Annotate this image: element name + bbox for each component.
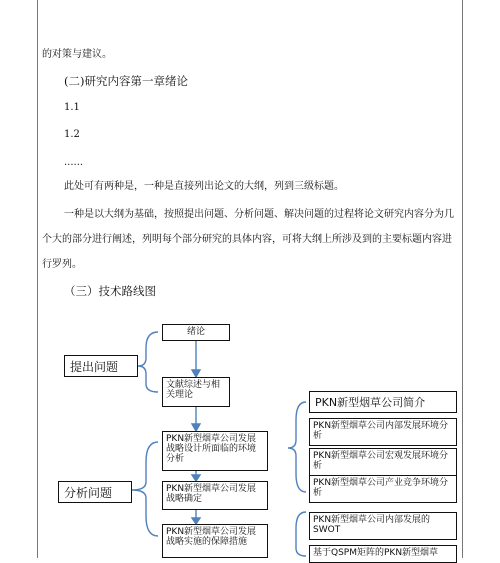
- paragraph: 此处可有两种是，一种是直接列出论文的大纲，列到三级标题。: [64, 181, 344, 192]
- environment-analysis-box: PKN新型烟草公司发展战略设计所面临的环境分析: [162, 431, 268, 471]
- raise-problem-label: 提出问题: [64, 355, 138, 377]
- section-heading: （三）技术路线图: [64, 284, 156, 298]
- intro-box: 绪论: [162, 324, 230, 341]
- outline-item: 1.2: [64, 129, 80, 140]
- section-heading: (二)研究内容第一章绪论: [64, 74, 188, 88]
- strategy-box: PKN新型烟草公司发展战略确定: [162, 481, 268, 510]
- macro-env-box: PKN新型烟草公司宏观发展环境分析: [309, 448, 457, 476]
- industry-env-box: PKN新型烟草公司产业竞争环境分析: [309, 475, 457, 503]
- swot-box: PKN新型烟草公司内部发展的SWOT: [309, 512, 457, 540]
- analyze-problem-label: 分析问题: [58, 481, 132, 503]
- paragraph: 一种是以大纲为基础，按照提出问题、分析问题、解决问题的过程将论文研究内容分为几个大的部分进行阐述，列明每个部分研究的具体内容，可将大纲上所涉及到的主要标题内容进行罗列。: [42, 209, 454, 270]
- company-intro-box: PKN新型烟草公司简介: [309, 391, 457, 413]
- text-line: 的对策与建议。: [42, 49, 112, 60]
- internal-env-box: PKN新型烟草公司内部发展环境分析: [309, 418, 457, 446]
- literature-box: 文献综述与相关理论: [162, 377, 230, 407]
- outline-item: 1.1: [64, 102, 80, 113]
- safeguard-box: PKN新型烟草公司发展战略实施的保障措施: [162, 524, 268, 558]
- outline-ellipsis: ......: [64, 157, 84, 168]
- qspm-box: 基于QSPM矩阵的PKN新型烟草: [309, 545, 457, 563]
